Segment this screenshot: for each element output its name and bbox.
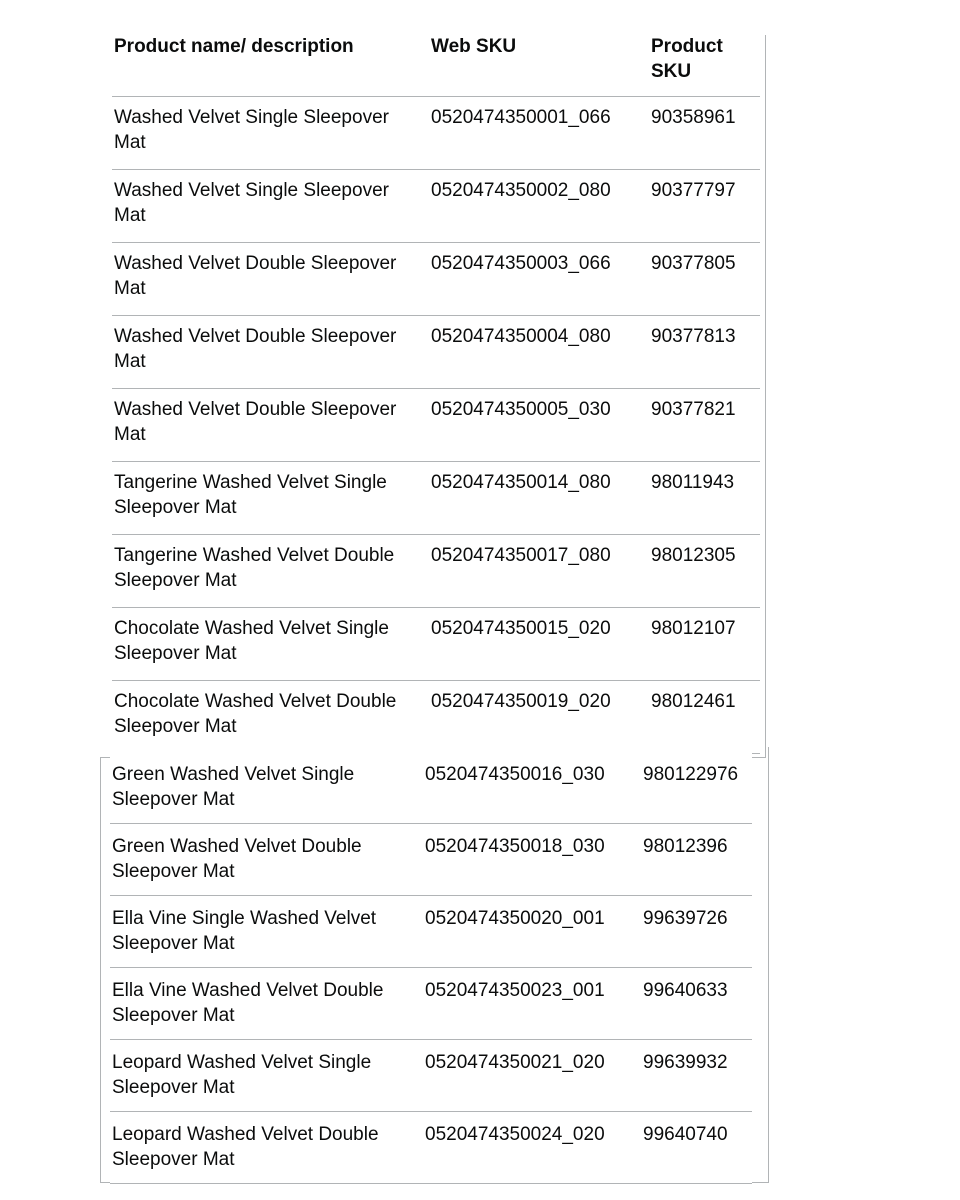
cell-product-sku: 98012396	[643, 836, 728, 857]
product-table	[112, 30, 760, 754]
cell-web-sku: 0520474350016_030	[425, 764, 605, 785]
cell-product-sku: 98011943	[651, 472, 735, 493]
table-row	[112, 316, 760, 389]
table-header-row	[112, 30, 760, 97]
cell-description: Green Washed Velvet Double Sleepover Mat	[112, 836, 362, 882]
cell-description: Ella Vine Washed Velvet Double Sleepover Mat	[112, 980, 384, 1026]
table-row	[112, 170, 760, 243]
product-table-continued	[110, 752, 752, 1184]
table-row	[110, 824, 752, 896]
cell-description: Leopard Washed Velvet Double Sleepover Mat	[112, 1124, 379, 1170]
cell-description: Washed Velvet Double Sleepover Mat	[114, 326, 397, 372]
cell-product-sku: 90358961	[651, 107, 736, 128]
cell-product-sku: 980122976	[643, 764, 739, 785]
cell-product-sku: 90377821	[651, 399, 736, 420]
header-description: Product name/ description	[114, 36, 354, 57]
table-row	[110, 1040, 752, 1112]
cell-web-sku: 0520474350020_001	[425, 908, 605, 929]
cell-web-sku: 0520474350014_080	[431, 472, 611, 493]
header-web-sku: Web SKU	[431, 36, 517, 57]
cell-product-sku: 98012305	[651, 545, 736, 566]
cell-web-sku: 0520474350003_066	[431, 253, 611, 274]
cell-product-sku: 99640633	[643, 980, 728, 1001]
cell-product-sku: 99639726	[643, 908, 728, 929]
cell-web-sku: 0520474350023_001	[425, 980, 605, 1001]
cell-product-sku: 98012107	[651, 618, 736, 639]
cell-description: Tangerine Washed Velvet Single Sleepover Mat	[114, 472, 387, 518]
table-row	[112, 97, 760, 170]
cell-description: Leopard Washed Velvet Single Sleepover Mat	[112, 1052, 372, 1098]
table-row	[110, 1112, 752, 1184]
table-row	[112, 681, 760, 754]
table-row	[112, 462, 760, 535]
table-row	[112, 389, 760, 462]
cell-description: Chocolate Washed Velvet Single Sleepover Mat	[114, 618, 389, 664]
table-row	[112, 243, 760, 316]
cell-product-sku: 90377805	[651, 253, 736, 274]
cell-description: Washed Velvet Single Sleepover Mat	[114, 107, 389, 153]
cell-description: Washed Velvet Double Sleepover Mat	[114, 253, 397, 299]
table-row	[110, 968, 752, 1040]
cell-product-sku: 98012461	[651, 691, 736, 712]
header-product-sku: Product SKU	[651, 36, 723, 82]
cell-web-sku: 0520474350002_080	[431, 180, 611, 201]
cell-web-sku: 0520474350015_020	[431, 618, 611, 639]
cell-web-sku: 0520474350019_020	[431, 691, 611, 712]
cell-description: Tangerine Washed Velvet Double Sleepover Mat	[114, 545, 395, 591]
table-edge-right	[765, 35, 766, 758]
table-row	[112, 608, 760, 681]
cell-description: Ella Vine Single Washed Velvet Sleepover Mat	[112, 908, 377, 954]
cell-product-sku: 99640740	[643, 1124, 728, 1145]
cell-description: Washed Velvet Double Sleepover Mat	[114, 399, 397, 445]
cell-product-sku: 99639932	[643, 1052, 728, 1073]
cell-web-sku: 0520474350024_020	[425, 1124, 605, 1145]
cell-product-sku: 90377813	[651, 326, 736, 347]
cell-web-sku: 0520474350004_080	[431, 326, 611, 347]
table-row	[110, 752, 752, 824]
cell-description: Chocolate Washed Velvet Double Sleepover Mat	[114, 691, 397, 737]
table-edge-left	[100, 758, 101, 1183]
cell-web-sku: 0520474350021_020	[425, 1052, 605, 1073]
table-row	[110, 896, 752, 968]
cell-description: Washed Velvet Single Sleepover Mat	[114, 180, 389, 226]
table-edge-right	[768, 747, 769, 1183]
cell-web-sku: 0520474350001_066	[431, 107, 611, 128]
cell-web-sku: 0520474350005_030	[431, 399, 611, 420]
table-row	[112, 535, 760, 608]
cell-web-sku: 0520474350018_030	[425, 836, 605, 857]
cell-web-sku: 0520474350017_080	[431, 545, 611, 566]
cell-description: Green Washed Velvet Single Sleepover Mat	[112, 764, 355, 810]
cell-product-sku: 90377797	[651, 180, 736, 201]
